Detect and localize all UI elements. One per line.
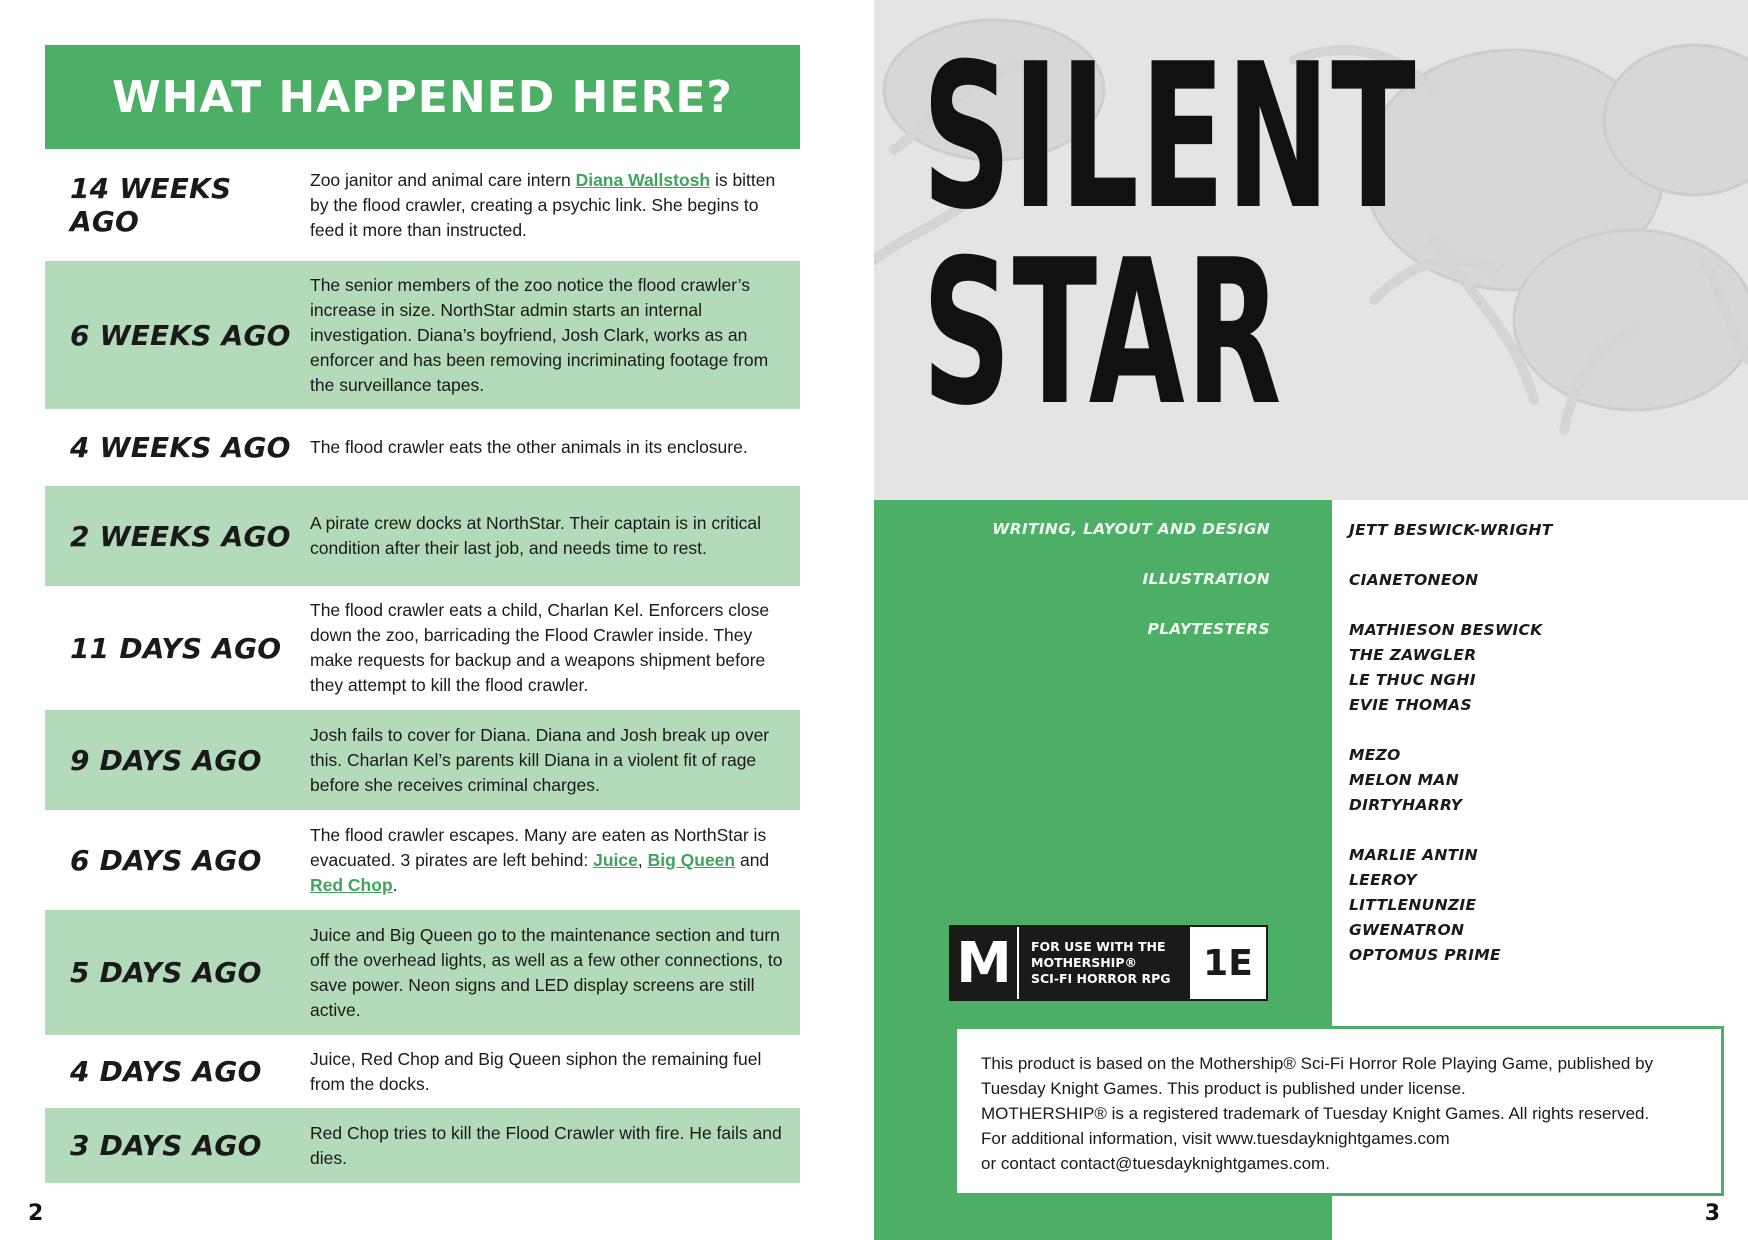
timeline-event (310, 435, 800, 460)
timeline-event (310, 723, 800, 798)
credit-role: ILLUSTRATION (1142, 570, 1270, 588)
timeline-row (45, 810, 800, 910)
timeline-event (310, 511, 800, 561)
timeline-when: 6 WEEKS AGO (70, 318, 291, 352)
character-link[interactable]: Big Queen (647, 849, 736, 870)
timeline-when: 4 WEEKS AGO (70, 431, 291, 464)
title-line-2: STAR (922, 217, 1283, 450)
character-link[interactable]: Red Chop (310, 874, 393, 895)
timeline-row (45, 409, 800, 486)
timeline-event (310, 1047, 800, 1097)
timeline-when: 2 WEEKS AGO (70, 519, 291, 553)
timeline-event (310, 273, 800, 398)
credit-name: MEZO (1349, 746, 1401, 764)
timeline-row (45, 486, 800, 586)
timeline-when: 11 DAYS AGO (70, 631, 282, 665)
badge-line-2: MOTHERSHIP® (1031, 955, 1137, 970)
timeline-table (45, 149, 800, 1183)
spacer (1349, 718, 1542, 743)
credit-name: LEEROY (1349, 871, 1418, 889)
event-text: is bitten by the flood crawler, creating a psychic link. She begins to feed it more than instructed. (310, 169, 776, 240)
credit-name: MARLIE ANTIN (1349, 846, 1478, 864)
timeline-when: 4 DAYS AGO (70, 1055, 262, 1088)
timeline-when: 6 DAYS AGO (70, 843, 262, 877)
event-text: Juice and Big Queen go to the maintenance section and turn off the overhead lights, as well as a few other connections, to save power. Neon signs and LED display screens are still active. (310, 924, 783, 1020)
badge-line-1: FOR USE WITH THE (1031, 939, 1166, 954)
legal-line: This product is based on the Mothership® Sci-Fi Horror Role Playing Game, published by (981, 1054, 1654, 1073)
legal-line: For additional information, visit www.tuesdayknightgames.com (981, 1129, 1450, 1148)
event-text: , (637, 849, 648, 870)
legal-line: or contact contact@tuesdayknightgames.com. (981, 1154, 1330, 1173)
event-text: The flood crawler eats the other animals in its enclosure. (310, 437, 748, 457)
legal-notice (954, 1026, 1724, 1196)
event-text: Josh fails to cover for Diana. Diana and Josh break up over this. Charlan Kel’s parents kill Diana in a violent fit of rage before she receives criminal charges. (310, 724, 770, 795)
page-number-right: 3 (1704, 1201, 1720, 1226)
timeline-row (45, 149, 800, 261)
title-banner (45, 45, 800, 149)
title-line-1: SILENT (922, 21, 1417, 254)
legal-line: MOTHERSHIP® is a registered trademark of Tuesday Knight Games. All rights reserved. (981, 1104, 1650, 1123)
timeline-event (310, 923, 800, 1023)
credit-name: EVIE THOMAS (1349, 696, 1472, 714)
character-link[interactable]: Diana Wallstosh (575, 169, 711, 190)
character-link[interactable]: Juice (593, 849, 638, 870)
mothership-logo: M (951, 927, 1019, 999)
event-text: Zoo janitor and animal care intern (310, 169, 576, 190)
credit-name: MELON MAN (1349, 771, 1459, 789)
credit-names (1349, 518, 1553, 543)
timeline-row (45, 910, 800, 1035)
timeline-row (45, 1108, 800, 1183)
timeline-row (45, 586, 800, 710)
event-text: The senior members of the zoo notice the flood crawler’s increase in size. NorthStar admin starts an internal investigation. Diana’s boyfriend, Josh Clark, works as an enforcer and has been removing incriminating footage from the surveillance tapes. (310, 274, 769, 395)
credit-name: OPTOMUS PRIME (1349, 946, 1501, 964)
mothership-compatibility-badge (949, 925, 1268, 1001)
event-text: and (735, 849, 770, 870)
page-number-left: 2 (28, 1201, 44, 1226)
spacer (1349, 818, 1542, 843)
event-text: Juice, Red Chop and Big Queen siphon the remaining fuel from the docks. (310, 1048, 762, 1094)
timeline-when: 5 DAYS AGO (70, 956, 262, 989)
credit-name: DIRTYHARRY (1349, 796, 1463, 814)
timeline-row (45, 1035, 800, 1108)
credit-names (1349, 568, 1478, 593)
timeline-event (310, 1121, 800, 1171)
event-text: The flood crawler escapes. Many are eaten as NorthStar is evacuated. 3 pirates are left behind: (310, 824, 767, 870)
badge-line-3: SCI-FI HORROR RPG (1031, 971, 1171, 986)
credit-names (1349, 618, 1542, 968)
event-text: The flood crawler eats a child, Charlan Kel. Enforcers close down the zoo, barricading the Flood Crawler inside. They make requests for backup and a weapons shipment before they attempt to kill the flood crawler. (310, 600, 770, 695)
credit-name: JETT BESWICK-WRIGHT (1349, 521, 1553, 539)
badge-text (1019, 927, 1190, 999)
page-title: WHAT HAPPENED HERE? (112, 71, 733, 123)
credit-role: WRITING, LAYOUT AND DESIGN (992, 520, 1270, 538)
credit-name: LE THUC NGHI (1349, 671, 1476, 689)
right-page (874, 0, 1748, 1240)
event-text: A pirate crew docks at NorthStar. Their captain is in critical condition after their last job, and needs time to rest. (310, 513, 761, 558)
event-text: . (392, 874, 398, 895)
credit-role: PLAYTESTERS (1147, 620, 1270, 638)
timeline-when: 3 DAYS AGO (70, 1129, 262, 1162)
timeline-event (310, 823, 800, 898)
timeline-event (310, 168, 800, 243)
timeline-event (310, 598, 800, 698)
credit-name: LITTLENUNZIE (1349, 896, 1477, 914)
timeline-row (45, 710, 800, 810)
event-text: Red Chop tries to kill the Flood Crawler with fire. He fails and dies. (310, 1122, 782, 1168)
timeline-row (45, 261, 800, 409)
credit-name: MATHIESON BESWICK (1349, 621, 1543, 639)
legal-line: Tuesday Knight Games. This product is published under license. (981, 1079, 1466, 1098)
timeline-when: 9 DAYS AGO (70, 743, 262, 777)
book-title (922, 21, 1417, 450)
credit-name: CIANETONEON (1349, 571, 1479, 589)
credit-name: GWENATRON (1349, 921, 1465, 939)
edition-label: 1E (1190, 927, 1266, 999)
credit-name: THE ZAWGLER (1349, 646, 1477, 664)
timeline-when: 14 WEEKS AGO (70, 172, 232, 238)
